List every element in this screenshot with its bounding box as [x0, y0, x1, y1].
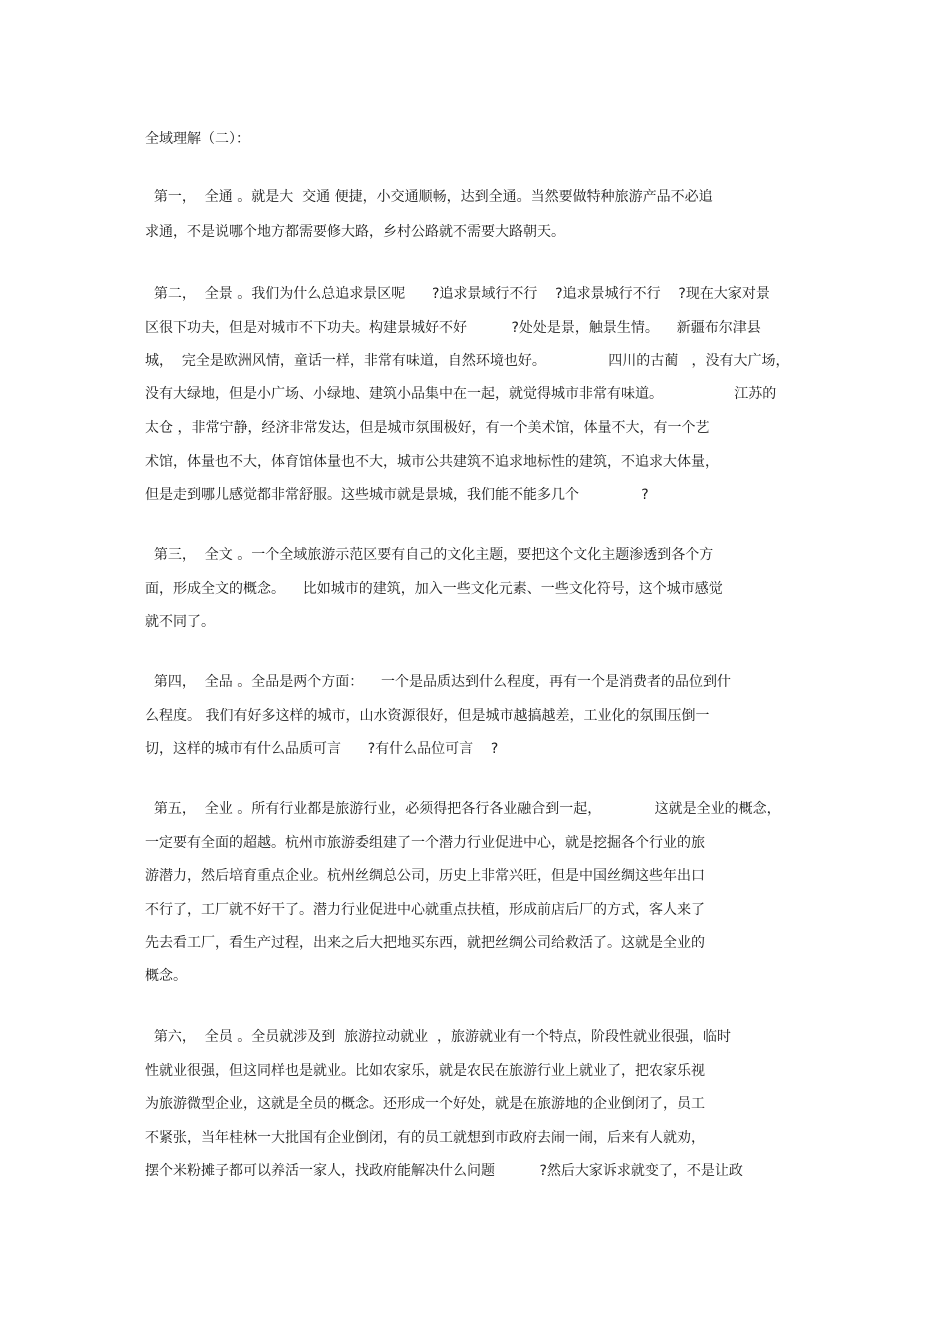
paragraph-line: 太仓 ，非常宁静，经济非常发达，但是城市氛围极好，有一个美术馆，体量不大，有一个艺	[145, 420, 710, 436]
paragraph-line: 先去看工厂，看生产过程，出来之后大把地买东西，就把丝绸公司给救活了。这就是全业的	[145, 935, 705, 951]
paragraph-line: 第一， 全通 。就是大 交通 便捷，小交通顺畅，达到全通。当然要做特种旅游产品不必追	[145, 189, 713, 205]
paragraph-line: 摆个米粉摊子都可以养活一家人，找政府能解决什么问题 ?然后大家诉求就变了，不是让政	[145, 1163, 743, 1179]
paragraph-line: 但是走到哪儿感觉都非常舒服。这些城市就是景城，我们能不能多几个 ?	[145, 487, 649, 503]
paragraph-line: 面，形成全文的概念。 比如城市的建筑，加入一些文化元素、一些文化符号，这个城市感觉	[145, 581, 723, 597]
paragraph-line: 为旅游微型企业，这就是全员的概念。还形成一个好处，就是在旅游地的企业倒闭了，员工	[145, 1096, 705, 1112]
paragraph-line: 性就业很强，但这同样也是就业。比如农家乐，就是农民在旅游行业上就业了，把农家乐视	[145, 1063, 705, 1079]
paragraph-line: 术馆，体量也不大，体育馆体量也不大，城市公共建筑不追求地标性的建筑，不追求大体量，	[145, 454, 719, 470]
paragraph-line: 第四， 全品 。全品是两个方面： 一个是品质达到什么程度，再有一个是消费者的品位到什	[145, 674, 732, 690]
paragraph-line: 概念。	[145, 968, 187, 984]
paragraph-line: 就不同了。	[145, 614, 215, 630]
paragraph-line: 求通，不是说哪个地方都需要修大路，乡村公路就不需要大路朝天。	[145, 224, 565, 240]
document-title: 全域理解（二）：	[145, 131, 250, 147]
paragraph-line: 不紧张，当年桂林一大批国有企业倒闭，有的员工就想到市政府去闹一闹，后来有人就劝，	[145, 1130, 705, 1146]
paragraph-line: 不行了，工厂就不好干了。潜力行业促进中心就重点扶植，形成前店后厂的方式，客人来了	[145, 902, 705, 918]
paragraph-line: 城， 完全是欧洲风情，童话一样，非常有味道，自然环境也好。 四川的古蔺 ，没有大广场，	[145, 353, 790, 369]
paragraph-line: 第五， 全业 。所有行业都是旅游行业，必须得把各行各业融合到一起， 这就是全业的概念，	[145, 801, 781, 817]
paragraph-line: 么程度。 我们有好多这样的城市，山水资源很好，但是城市越搞越差，工业化的氛围压倒一	[145, 708, 710, 724]
paragraph-line: 第六， 全员 。全员就涉及到 旅游拉动就业 ，旅游就业有一个特点，阶段性就业很强，临时	[145, 1029, 732, 1045]
paragraph-line: 第二， 全景 。我们为什么总追求景区呢 ?追求景域行不行 ?追求景城行不行 ?现在大家对景	[145, 286, 770, 302]
paragraph-line: 游潜力，然后培育重点企业。杭州丝绸总公司，历史上非常兴旺，但是中国丝绸这些年出口	[145, 868, 705, 884]
paragraph-line: 第三， 全文 。一个全域旅游示范区要有自己的文化主题，要把这个文化主题渗透到各个方	[145, 547, 714, 563]
paragraph-line: 一定要有全面的超越。杭州市旅游委组建了一个潜力行业促进中心，就是挖掘各个行业的旅	[145, 835, 705, 851]
paragraph-line: 区很下功夫，但是对城市不下功夫。构建景城好不好 ?处处是景，触景生情。 新疆布尔津县	[145, 320, 761, 336]
paragraph-line: 没有大绿地，但是小广场、小绿地、建筑小品集中在一起，就觉得城市非常有味道。 江苏的	[145, 386, 777, 402]
paragraph-line: 切，这样的城市有什么品质可言 ?有什么品位可言 ?	[145, 741, 499, 757]
